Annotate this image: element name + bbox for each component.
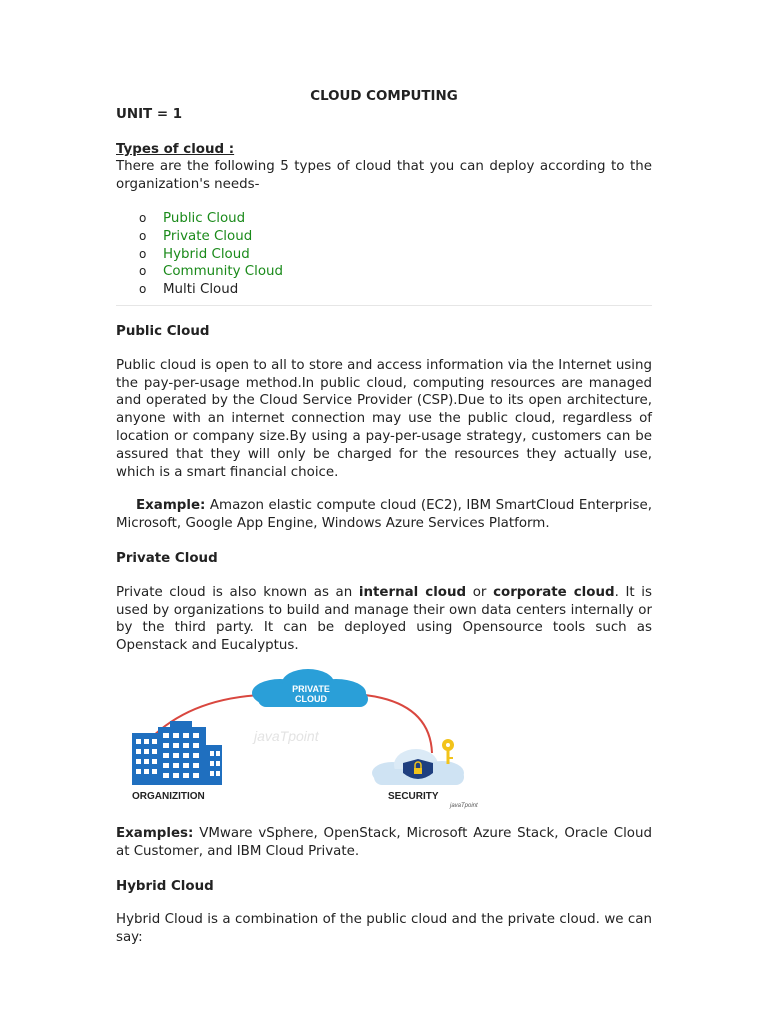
cloud-type-link[interactable]: Private Cloud bbox=[163, 228, 253, 244]
text-span: or bbox=[466, 584, 494, 600]
bullet-icon: o bbox=[139, 264, 147, 279]
cloud-type-text: Multi Cloud bbox=[163, 282, 239, 298]
cloud-type-link[interactable]: Public Cloud bbox=[163, 210, 246, 226]
private-cloud-examples bbox=[116, 825, 652, 861]
list-item bbox=[116, 210, 652, 228]
bullet-icon: o bbox=[139, 246, 147, 261]
hybrid-cloud-body: Hybrid Cloud is a combination of the public cloud and the private cloud. we can say: bbox=[116, 912, 652, 946]
cloud-types-list bbox=[116, 210, 652, 299]
list-item bbox=[116, 228, 652, 246]
examples-text: VMware vSphere, OpenStack, Microsoft Azure Stack, Oracle Cloud at Customer, and IBM Cloud Private. bbox=[116, 825, 652, 859]
example-label: Example: bbox=[136, 498, 206, 514]
list-item bbox=[116, 246, 652, 264]
list-item bbox=[116, 281, 652, 299]
cloud-label-line2: CLOUD bbox=[295, 693, 327, 704]
text-span: Private cloud is also known as an bbox=[116, 584, 359, 600]
cloud-type-link[interactable]: Hybrid Cloud bbox=[163, 246, 250, 262]
list-item bbox=[116, 263, 652, 281]
document-page bbox=[116, 88, 652, 947]
shield-icon bbox=[403, 759, 433, 779]
bullet-icon: o bbox=[139, 210, 147, 225]
private-cloud-diagram bbox=[130, 669, 490, 811]
private-cloud-heading: Private Cloud bbox=[116, 550, 218, 566]
text-span: . It is used by organizations to build and manage their own data centers internally or by the third party. It can be deployed using Opensource tools such as Openstack and Eucalyptus. bbox=[116, 584, 652, 654]
bullet-icon: o bbox=[139, 282, 147, 297]
key-icon bbox=[442, 739, 454, 764]
bullet-icon: o bbox=[139, 228, 147, 243]
public-cloud-heading: Public Cloud bbox=[116, 323, 210, 339]
document-title: CLOUD COMPUTING bbox=[310, 89, 458, 104]
connection-arc-right bbox=[365, 695, 432, 753]
public-cloud-example bbox=[116, 497, 652, 533]
small-watermark: javaTpoint bbox=[450, 802, 478, 809]
types-intro: There are the following 5 types of cloud that you can deploy according to the organization's needs- bbox=[116, 159, 652, 193]
public-cloud-body: Public cloud is open to all to store and access information via the Internet using the pay-per-usage method.In public cloud, computing resources are managed and operated by the Cloud Service Provider (CSP).Due to its open architecture, anyone with an internet connection may use the public cloud, regardless of location or company size.By using a pay-per-usage strategy, customers can be assured that they will only be charged for the resources they actually use, which is a smart financial choice. bbox=[116, 357, 652, 480]
bold-term: corporate cloud bbox=[493, 584, 615, 600]
organization-label: ORGANIZITION bbox=[132, 790, 205, 802]
hybrid-cloud-heading: Hybrid Cloud bbox=[116, 878, 214, 894]
private-cloud-body bbox=[116, 584, 652, 655]
cloud-type-link[interactable]: Community Cloud bbox=[163, 264, 284, 280]
unit-label: UNIT = 1 bbox=[116, 106, 183, 122]
bold-term: internal cloud bbox=[358, 584, 467, 600]
building-icon bbox=[132, 721, 222, 785]
security-label: SECURITY bbox=[388, 790, 439, 802]
types-heading: Types of cloud : bbox=[116, 141, 235, 157]
cloud-label-line1: PRIVATE bbox=[292, 683, 330, 694]
watermark: javaTpoint bbox=[254, 727, 319, 744]
private-cloud-icon bbox=[252, 669, 368, 707]
diagram-graphic bbox=[130, 669, 490, 811]
example-text: Amazon elastic compute cloud (EC2), IBM SmartCloud Enterprise, Microsoft, Google App Engine, Windows Azure Services Platform. bbox=[116, 498, 652, 532]
examples-label: Examples: bbox=[116, 825, 194, 841]
